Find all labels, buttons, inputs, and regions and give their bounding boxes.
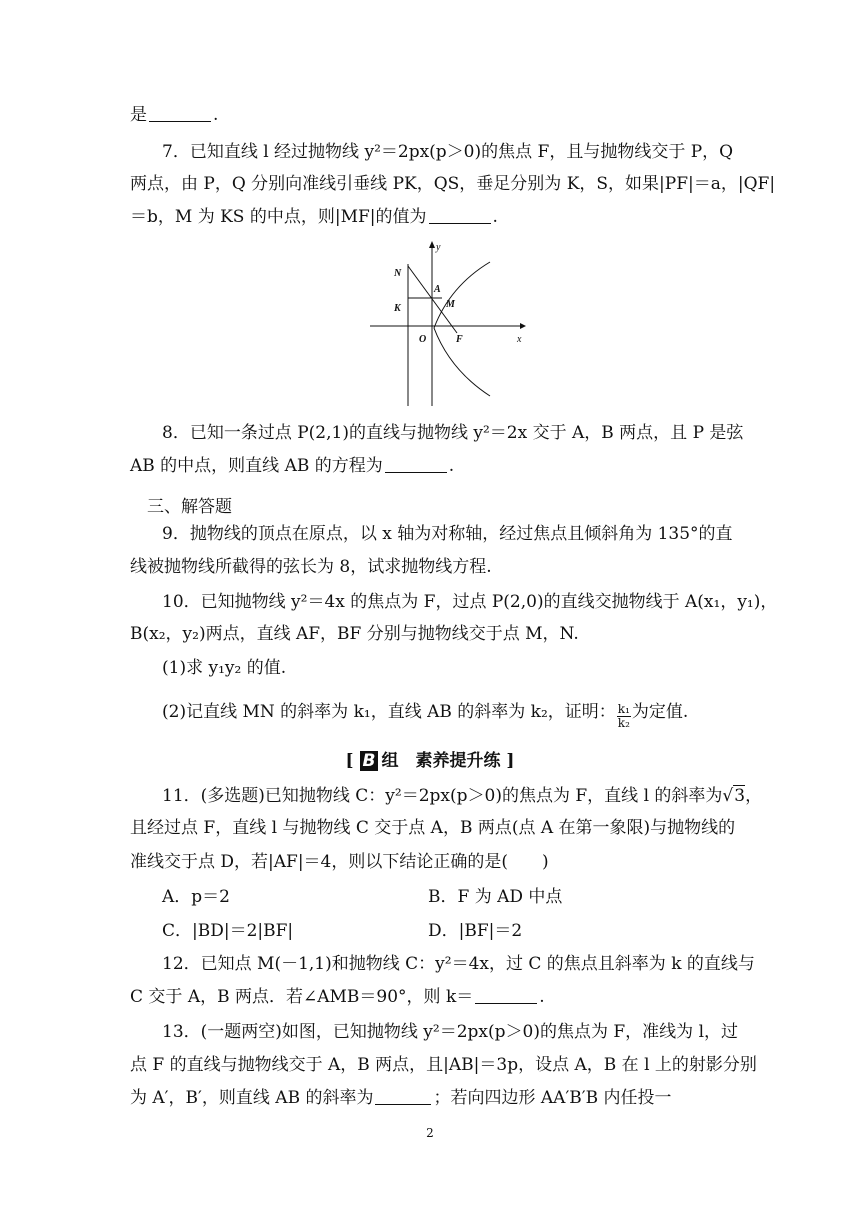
q13-line-2: 点 F 的直线与抛物线交于 A，B 两点，且|AB|＝3p，设点 A，B 在 l 上的射影分别: [130, 1055, 757, 1075]
section-heading: 三、解答题: [147, 497, 232, 517]
label-y: y: [436, 242, 441, 253]
label-A: A: [434, 284, 441, 295]
label-O: O: [419, 334, 427, 345]
answer-blank[interactable]: [475, 987, 537, 1004]
parabola-figure: [360, 236, 536, 410]
group-letter-badge: B: [360, 751, 379, 771]
answer-blank[interactable]: [375, 1088, 431, 1105]
group-b-header: [ B 组 素养提升练 ]: [345, 751, 515, 771]
q10-line-1: 10．已知抛物线 y²＝4x 的焦点为 F，过点 P(2,0)的直线交抛物线于 A(x₁，y₁)，: [162, 592, 778, 612]
q7-line-1: 7．已知直线 l 经过抛物线 y²＝2px(p＞0)的焦点 F，且与抛物线交于 P，Q: [162, 142, 734, 162]
q8-line-1: 8．已知一条过点 P(2,1)的直线与抛物线 y²＝2x 交于 A，B 两点，且 P 是弦: [162, 423, 744, 443]
q11-option-d[interactable]: D．|BF|＝2: [428, 921, 523, 941]
q10-part-1: (1)求 y₁y₂ 的值.: [162, 658, 287, 678]
answer-blank[interactable]: [429, 207, 491, 224]
fraction-k1-k2: $\frac{\text{k₁}}{\text{k₂}}$: [617, 702, 630, 730]
label-N: N: [394, 268, 402, 279]
q10-part-2: (2)记直线 MN 的斜率为 k₁，直线 AB 的斜率为 k₂，证明： $\frac{\text{k₁}}{\text{k₂}}$ 为定值.: [162, 702, 689, 730]
q11-line-2: 且经过点 F，直线 l 与抛物线 C 交于点 A，B 两点(点 A 在第一象限)与抛物线的: [130, 818, 736, 838]
label-K: K: [394, 303, 401, 314]
page-number: 2: [426, 1126, 434, 1140]
q6-tail-text: 是: [130, 105, 147, 125]
label-F: F: [456, 334, 463, 345]
q12-line-1: 12．已知点 M(－1,1)和抛物线 C：y²＝4x，过 C 的焦点且斜率为 k 的直线与: [162, 954, 755, 974]
q7-line-2: 两点，由 P，Q 分别向准线引垂线 PK，QS，垂足分别为 K，S，如果|PF|＝a，|QF|: [130, 174, 776, 194]
q9-line-1: 9．抛物线的顶点在原点，以 x 轴为对称轴，经过焦点且倾斜角为 135°的直: [162, 524, 733, 544]
q11-option-c[interactable]: C．|BD|＝2|BF|: [162, 921, 294, 941]
q8-line-2: AB 的中点，则直线 AB 的方程为 .: [130, 456, 455, 476]
q9-line-2: 线被抛物线所截得的弦长为 8，试求抛物线方程.: [130, 557, 492, 577]
q11-line-1: 11．(多选题)已知抛物线 C：y²＝2px(p＞0)的焦点为 F，直线 l 的斜率为√3，: [162, 786, 763, 806]
q11-option-a[interactable]: A．p＝2: [162, 887, 230, 907]
q13-line-3: 为 A′，B′，则直线 AB 的斜率为 ；若向四边形 AA′B′B 内任投一: [130, 1088, 672, 1108]
label-M: M: [446, 299, 455, 310]
q11-option-b[interactable]: B．F 为 AD 中点: [428, 887, 563, 907]
q7-line-3: ＝b，M 为 KS 的中点，则|MF|的值为 .: [130, 207, 498, 227]
q12-line-2: C 交于 A，B 两点．若∠AMB＝90°，则 k＝ .: [130, 987, 545, 1007]
label-x: x: [517, 334, 522, 345]
q13-line-1: 13．(一题两空)如图，已知抛物线 y²＝2px(p＞0)的焦点为 F，准线为 l，过: [162, 1022, 739, 1042]
q6-tail-line: 是 .: [130, 105, 219, 125]
answer-blank[interactable]: [149, 105, 211, 122]
q10-line-2: B(x₂，y₂)两点，直线 AF，BF 分别与抛物线交于点 M，N.: [130, 624, 579, 644]
q11-line-3: 准线交于点 D，若|AF|＝4，则以下结论正确的是( ): [130, 852, 549, 872]
answer-blank[interactable]: [385, 456, 447, 473]
